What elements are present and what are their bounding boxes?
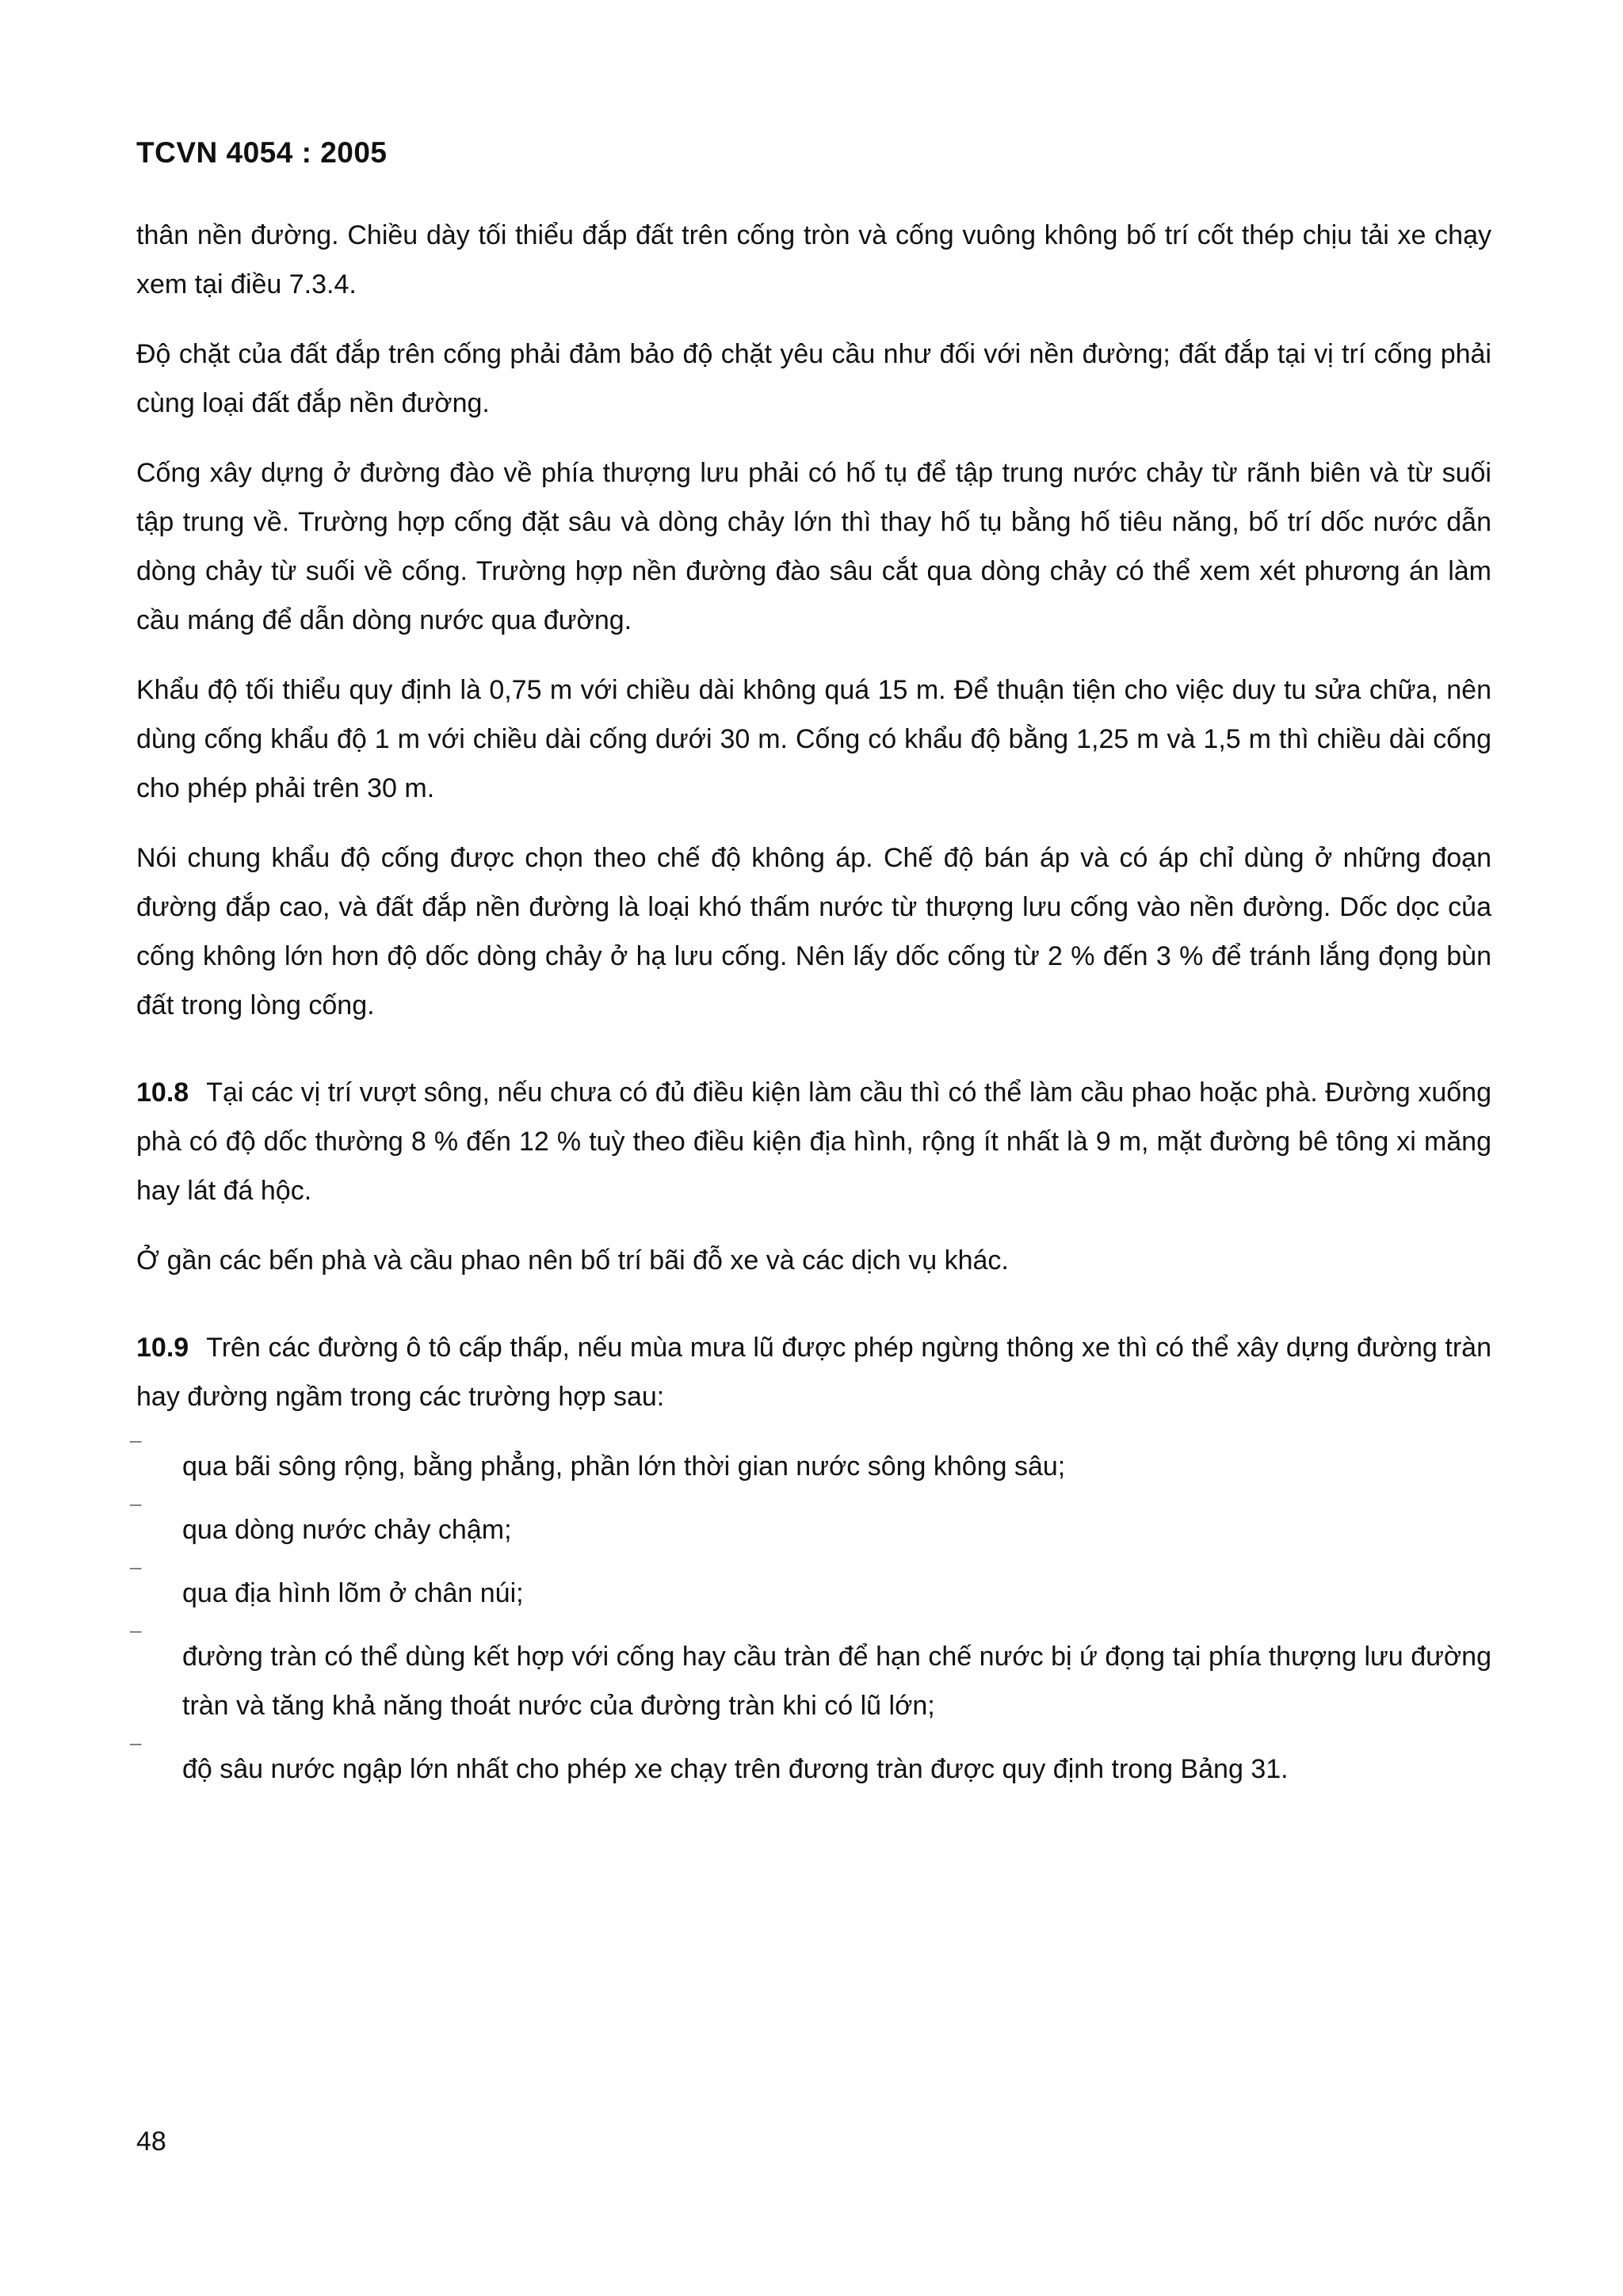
section-10-9 — [136, 1323, 1491, 1421]
list-item-text: qua địa hình lõm ở chân núi; — [182, 1578, 524, 1608]
paragraph: Nói chung khẩu độ cống được chọn theo chế độ không áp. Chế độ bán áp và có áp chỉ dùng ở những đoạn đường đắp cao, và đất đắp nền đường là loại khó thấm nước từ thượng lưu cống vào nền đường. Dốc dọc của cống không lớn hơn độ dốc dòng chảy ở hạ lưu cống. Nên lấy dốc cống từ 2 % đến 3 % để tránh lắng đọng bùn đất trong lòng cống. — [136, 843, 1491, 1020]
list-item — [130, 1438, 1491, 1491]
document-body — [130, 211, 1491, 1808]
section-text: Tại các vị trí vượt sông, nếu chưa có đủ điều kiện làm cầu thì có thể làm cầu phao hoặc phà. Đường xuống phà có độ dốc thường 8 % đến 12 % tuỳ theo điều kiện địa hình, rộng ít nhất là 9 m, mặt đường bê tông xi măng hay lát đá hộc. — [136, 1077, 1491, 1206]
dash-bullet-icon: ¯ — [130, 1501, 142, 1525]
list-item — [130, 1628, 1491, 1730]
dash-bullet-icon: ¯ — [130, 1565, 142, 1589]
dash-bullet-icon: ¯ — [130, 1741, 142, 1764]
list-item — [130, 1565, 1491, 1618]
section-number: 10.8 — [136, 1077, 189, 1108]
paragraph: Độ chặt của đất đắp trên cống phải đảm bảo độ chặt yêu cầu như đối với nền đường; đất đắp tại vị trí cống phải cùng loại đất đắp nền đường. — [136, 339, 1491, 418]
document-header: TCVN 4054 : 2005 — [136, 136, 388, 169]
section-number: 10.9 — [136, 1333, 189, 1363]
dash-bullet-icon: ¯ — [130, 1628, 142, 1652]
list-item-text: qua dòng nước chảy chậm; — [182, 1515, 512, 1545]
section-text: Trên các đường ô tô cấp thấp, nếu mùa mưa lũ được phép ngừng thông xe thì có thể xây dựng đường tràn hay đường ngầm trong các trường hợp sau: — [136, 1333, 1491, 1412]
paragraph: Cống xây dựng ở đường đào về phía thượng lưu phải có hố tụ để tập trung nước chảy từ rãnh biên và từ suối tập trung về. Trường hợp cống đặt sâu và dòng chảy lớn thì thay hố tụ bằng hố tiêu năng, bố trí dốc nước dẫn dòng chảy từ suối về cống. Trường hợp nền đường đào sâu cắt qua dòng chảy có thể xem xét phương án làm cầu máng để dẫn dòng nước qua đường. — [136, 458, 1491, 635]
paragraph: Ở gần các bến phà và cầu phao nên bố trí bãi đỗ xe và các dịch vụ khác. — [136, 1245, 1009, 1276]
list-item — [130, 1741, 1491, 1794]
list-item-text: độ sâu nước ngập lớn nhất cho phép xe chạy trên đương tràn được quy định trong Bảng 31. — [182, 1754, 1289, 1784]
condition-list — [130, 1438, 1491, 1794]
section-10-8 — [136, 1068, 1491, 1215]
list-item — [130, 1501, 1491, 1554]
list-item-text: đường tràn có thể dùng kết hợp với cống hay cầu tràn để hạn chế nước bị ứ đọng tại phía thượng lưu đường tràn và tăng khả năng thoát nước của đường tràn khi có lũ lớn; — [182, 1642, 1491, 1721]
paragraph: Khẩu độ tối thiểu quy định là 0,75 m với chiều dài không quá 15 m. Để thuận tiện cho việc duy tu sửa chữa, nên dùng cống khẩu độ 1 m với chiều dài cống dưới 30 m. Cống có khẩu độ bằng 1,25 m và 1,5 m thì chiều dài cống cho phép phải trên 30 m. — [136, 675, 1491, 803]
paragraph: thân nền đường. Chiều dày tối thiểu đắp đất trên cống tròn và cống vuông không bố trí cốt thép chịu tải xe chạy xem tại điều 7.3.4. — [136, 220, 1491, 299]
list-item-text: qua bãi sông rộng, bằng phẳng, phần lớn thời gian nước sông không sâu; — [182, 1451, 1066, 1482]
page-number: 48 — [136, 2126, 166, 2157]
dash-bullet-icon: ¯ — [130, 1438, 142, 1462]
